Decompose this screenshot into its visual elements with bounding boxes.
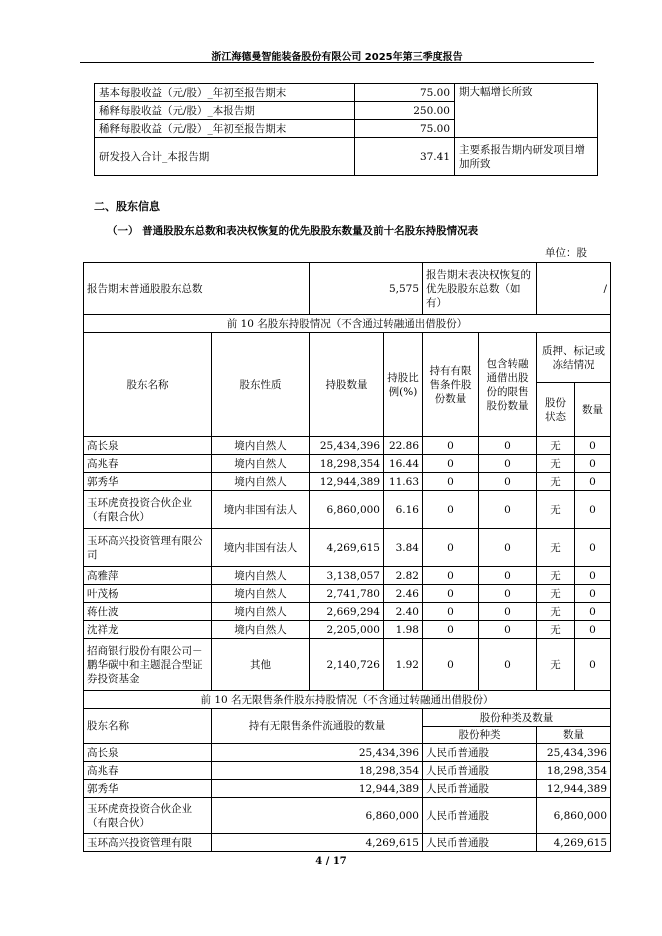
lent-restricted-shares: 0 [479,437,537,455]
shareholder-nature: 境内自然人 [212,603,310,621]
table-row [84,744,611,762]
shareholding-ratio: 2.40 [384,603,423,621]
indicator-label: 稀释每股收益（元/股）_本报告期 [95,102,355,120]
shareholder-nature: 境内自然人 [212,455,310,473]
header-shares: 持股数量 [310,333,384,437]
indicator-label: 稀释每股收益（元/股）_年初至报告期末 [95,120,355,138]
restricted-shares: 0 [423,491,479,529]
shareholding-amount: 18,298,354 [310,455,384,473]
table-row [84,437,611,455]
unrestricted-header-type: 股份种类 [423,727,537,744]
caption-row [84,315,611,333]
shareholder-name: 高兆春 [84,455,212,473]
table-row [84,762,611,780]
unrestricted-body [84,744,611,852]
shareholding-amount: 2,205,000 [310,621,384,639]
table-row [84,798,611,834]
shareholder-name: 玉环虎贲投资合伙企业（有限合伙） [84,491,212,529]
summary-row [84,263,611,315]
share-type: 人民币普通股 [423,780,537,798]
unrestricted-header-type-group: 股份种类及数量 [423,709,611,727]
header-lent: 包含转融通借出股份的限售股份数量 [479,333,537,437]
header-rule [80,62,594,63]
lent-restricted-shares: 0 [479,567,537,585]
pref-holders-value: / [537,263,611,315]
lent-restricted-shares: 0 [479,473,537,491]
shareholder-nature: 境内自然人 [212,567,310,585]
top10-caption: 前 10 名股东持股情况（不含通过转融通出借股份） [84,315,611,333]
unrestricted-amount: 4,269,615 [212,834,423,852]
unrestricted-caption: 前 10 名无限售条件股东持股情况（不含通过转融通出借股份） [84,691,611,709]
pledge-quantity: 0 [575,473,611,491]
financial-indicators-table [94,83,598,176]
pledge-status: 无 [537,491,575,529]
page-number: 4 / 17 [315,856,347,867]
unrestricted-amount: 6,860,000 [212,798,423,834]
shareholder-nature: 境内非国有法人 [212,491,310,529]
unrestricted-header-amount: 持有无限售条件流通股的数量 [212,709,423,744]
restricted-shares: 0 [423,621,479,639]
indicator-value: 37.41 [355,138,455,176]
shareholding-amount: 12,944,389 [310,473,384,491]
shareholding-ratio: 2.82 [384,567,423,585]
unrestricted-amount: 12,944,389 [212,780,423,798]
restricted-shares: 0 [423,473,479,491]
share-type: 人民币普通股 [423,834,537,852]
unrestricted-header-name: 股东名称 [84,709,212,744]
shareholding-ratio: 1.92 [384,639,423,691]
pledge-status: 无 [537,529,575,567]
header-name: 股东名称 [84,333,212,437]
shareholder-name: 郭秀华 [84,473,212,491]
share-quantity: 18,298,354 [537,762,611,780]
shareholder-name: 招商银行股份有限公司－鹏华碳中和主题混合型证券投资基金 [84,639,212,691]
pledge-quantity: 0 [575,621,611,639]
indicator-note: 期大幅增长所致 [455,84,598,138]
indicator-value: 75.00 [355,84,455,102]
table-row [84,639,611,691]
restricted-shares: 0 [423,437,479,455]
shareholding-ratio: 22.86 [384,437,423,455]
header-row [84,333,611,383]
lent-restricted-shares: 0 [479,529,537,567]
shareholder-name: 高长泉 [84,744,212,762]
pledge-status: 无 [537,585,575,603]
shareholder-nature: 其他 [212,639,310,691]
page-header-title: 浙江海德曼智能装备股份有限公司 2025年第三季度报告 [211,52,463,63]
shareholder-name: 郭秀华 [84,780,212,798]
shareholding-amount: 4,269,615 [310,529,384,567]
pledge-quantity: 0 [575,585,611,603]
pledge-status: 无 [537,473,575,491]
share-quantity: 4,269,615 [537,834,611,852]
shareholder-name: 蒋仕波 [84,603,212,621]
lent-restricted-shares: 0 [479,603,537,621]
header-restricted: 持有有限售条件股份数量 [423,333,479,437]
pledge-status: 无 [537,621,575,639]
unit-label: 单位：股 [545,247,587,259]
table-row [84,603,611,621]
header-nature: 股东性质 [212,333,310,437]
shareholder-nature: 境内自然人 [212,437,310,455]
shareholder-name: 玉环虎贲投资合伙企业（有限合伙） [84,798,212,834]
share-quantity: 25,434,396 [537,744,611,762]
shareholder-nature: 境内非国有法人 [212,529,310,567]
table-row [84,567,611,585]
share-quantity: 6,860,000 [537,798,611,834]
table-row [95,84,598,102]
lent-restricted-shares: 0 [479,491,537,529]
top10-body [84,437,611,691]
shareholding-amount: 2,669,294 [310,603,384,621]
unrestricted-amount: 18,298,354 [212,762,423,780]
lent-restricted-shares: 0 [479,455,537,473]
common-holders-value: 5,575 [310,263,423,315]
table-row [84,473,611,491]
pledge-quantity: 0 [575,437,611,455]
pref-holders-label: 报告期末表决权恢复的优先股股东总数（如有） [423,263,537,315]
shareholding-amount: 3,138,057 [310,567,384,585]
section-title: 二、股东信息 [94,200,160,213]
lent-restricted-shares: 0 [479,621,537,639]
pledge-quantity: 0 [575,603,611,621]
subsection-title: （一） 普通股股东总数和表决权恢复的优先股股东数量及前十名股东持股情况表 [107,225,479,237]
shareholder-name: 玉环高兴投资管理有限公司 [84,529,212,567]
indicator-label: 研发投入合计_本报告期 [95,138,355,176]
shareholder-name: 沈祥龙 [84,621,212,639]
unrestricted-amount: 25,434,396 [212,744,423,762]
share-type: 人民币普通股 [423,744,537,762]
shareholding-ratio: 2.46 [384,585,423,603]
restricted-shares: 0 [423,585,479,603]
indicator-note: 主要系报告期内研发项目增加所致 [455,138,598,176]
restricted-shares: 0 [423,529,479,567]
shareholding-amount: 6,860,000 [310,491,384,529]
shareholding-amount: 2,140,726 [310,639,384,691]
shareholder-nature: 境内自然人 [212,473,310,491]
share-type: 人民币普通股 [423,762,537,780]
header-ratio: 持股比例(%) [384,333,423,437]
restricted-shares: 0 [423,639,479,691]
indicator-label: 基本每股收益（元/股）_年初至报告期末 [95,84,355,102]
pledge-quantity: 0 [575,455,611,473]
shareholding-amount: 2,741,780 [310,585,384,603]
header-pledge-qty: 数量 [575,383,611,437]
table-row [84,529,611,567]
header-pledge: 质押、标记或冻结情况 [537,333,611,383]
shareholding-ratio: 1.98 [384,621,423,639]
lent-restricted-shares: 0 [479,585,537,603]
table-row [84,455,611,473]
shareholder-name: 高兆春 [84,762,212,780]
shareholder-nature: 境内自然人 [212,621,310,639]
header-row [84,709,611,727]
table-row [84,780,611,798]
table-row [84,585,611,603]
header-pledge-status: 股份状态 [537,383,575,437]
shareholding-ratio: 16.44 [384,455,423,473]
table-row [95,138,598,176]
shareholder-name: 叶茂杨 [84,585,212,603]
pledge-quantity: 0 [575,639,611,691]
table-row [84,491,611,529]
shareholder-name: 高长泉 [84,437,212,455]
unrestricted-header-qty: 数量 [537,727,611,744]
shareholder-name: 高雅萍 [84,567,212,585]
restricted-shares: 0 [423,603,479,621]
pledge-status: 无 [537,455,575,473]
table-row [84,834,611,852]
restricted-shares: 0 [423,455,479,473]
share-type: 人民币普通股 [423,798,537,834]
table-row [84,621,611,639]
pledge-status: 无 [537,603,575,621]
pledge-quantity: 0 [575,567,611,585]
pledge-status: 无 [537,437,575,455]
lent-restricted-shares: 0 [479,639,537,691]
pledge-status: 无 [537,567,575,585]
shareholders-table [83,262,611,852]
shareholder-nature: 境内自然人 [212,585,310,603]
shareholding-ratio: 11.63 [384,473,423,491]
shareholder-name: 玉环高兴投资管理有限 [84,834,212,852]
shareholding-amount: 25,434,396 [310,437,384,455]
shareholding-ratio: 3.84 [384,529,423,567]
share-quantity: 12,944,389 [537,780,611,798]
restricted-shares: 0 [423,567,479,585]
pledge-quantity: 0 [575,491,611,529]
common-holders-label: 报告期末普通股股东总数 [84,263,310,315]
indicator-value: 75.00 [355,120,455,138]
pledge-quantity: 0 [575,529,611,567]
shareholding-ratio: 6.16 [384,491,423,529]
pledge-status: 无 [537,639,575,691]
caption-row [84,691,611,709]
indicator-value: 250.00 [355,102,455,120]
